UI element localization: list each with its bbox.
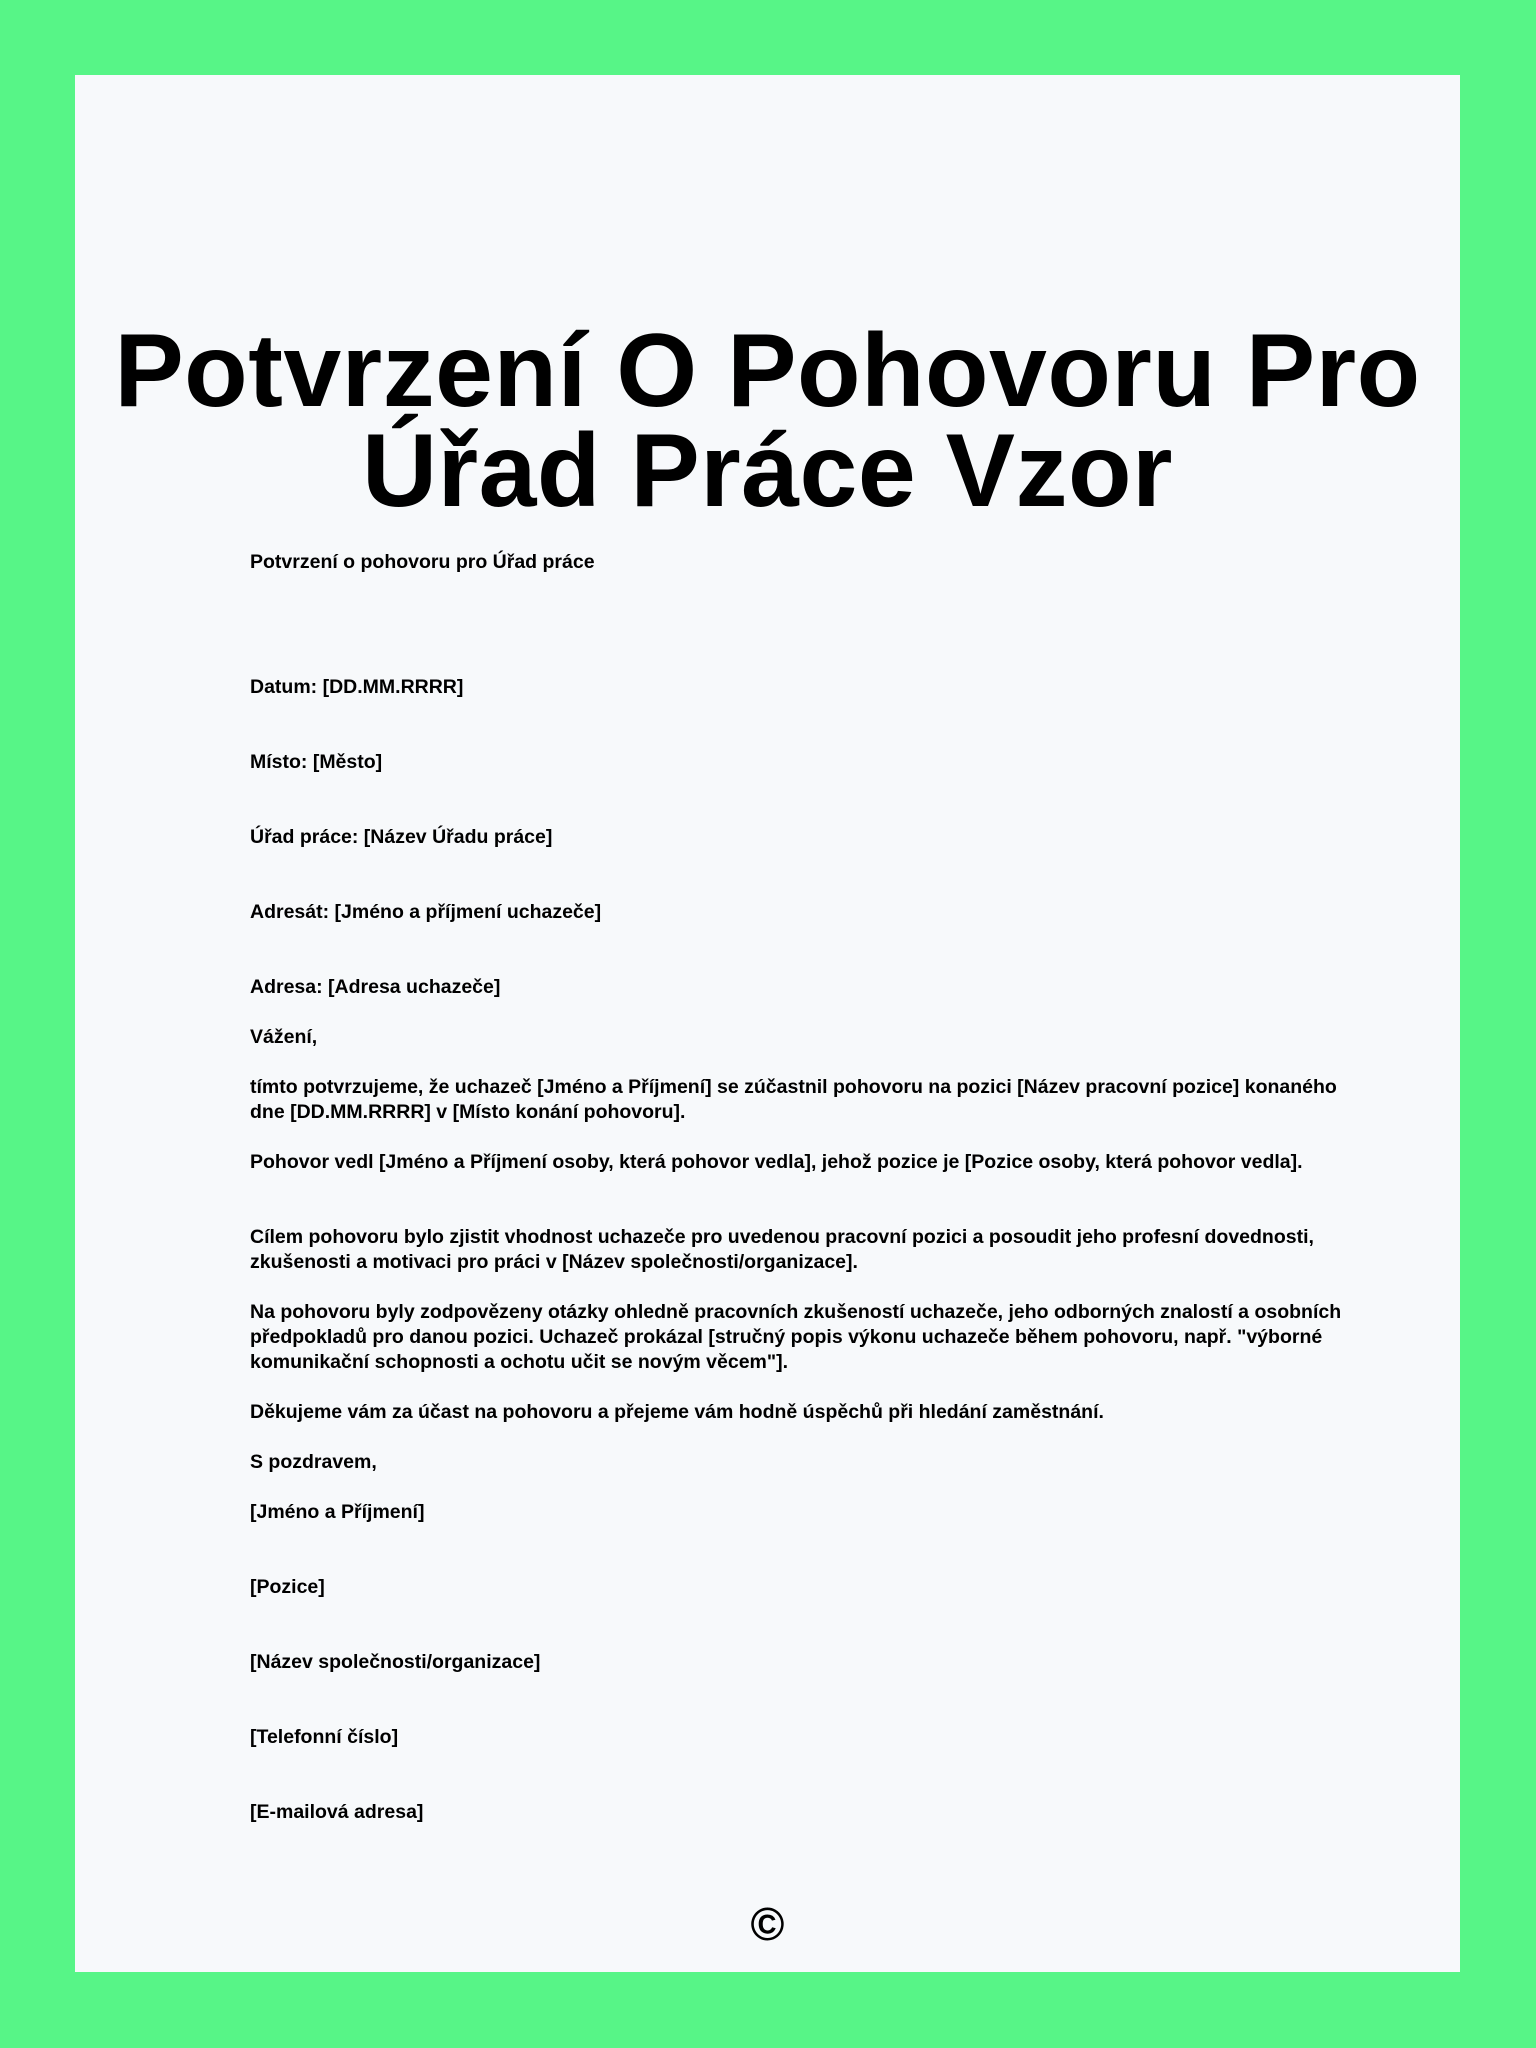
date-line: Datum: [DD.MM.RRRR] (250, 676, 464, 698)
salutation: Vážení, (250, 1026, 318, 1048)
document-title: Potvrzení O Pohovoru Pro Úřad Práce Vzor (114, 313, 1421, 529)
letter-heading: Potvrzení o pohovoru pro Úřad práce (250, 551, 595, 573)
paragraph-interviewer: Pohovor vedl [Jméno a Příjmení osoby, která pohovor vedla], jehož pozice je [Pozice osoby, která pohovor vedla]. (250, 1151, 1303, 1173)
signature-company: [Název společnosti/organizace] (250, 1651, 541, 1673)
document-page (75, 75, 1460, 1972)
place-line: Místo: [Město] (250, 751, 383, 773)
closing: S pozdravem, (250, 1451, 377, 1473)
signature-email: [E-mailová adresa] (250, 1801, 424, 1823)
address-line: Adresa: [Adresa uchazeče] (250, 976, 501, 998)
signature-position: [Pozice] (250, 1576, 325, 1598)
signature-phone: [Telefonní číslo] (250, 1726, 399, 1748)
paragraph-purpose: Cílem pohovoru bylo zjistit vhodnost uchazeče pro uvedenou pracovní pozici a posoudit jeho profesní dovednosti, zkušenosti a motivaci pro práci v [Název společnosti/organizace]. (250, 1226, 1314, 1273)
office-line: Úřad práce: [Název Úřadu práce] (250, 826, 553, 848)
paragraph-confirmation: tímto potvrzujeme, že uchazeč [Jméno a Příjmení] se zúčastnil pohovoru na pozici [Název pracovní pozice] konaného dne [DD.MM.RRRR] v [Místo konání pohovoru]. (250, 1076, 1337, 1123)
signature-name: [Jméno a Příjmení] (250, 1501, 425, 1523)
copyright-icon: © (750, 1898, 785, 1950)
addressee-line: Adresát: [Jméno a příjmení uchazeče] (250, 901, 602, 923)
paragraph-thanks: Děkujeme vám za účast na pohovoru a přejeme vám hodně úspěchů při hledání zaměstnání. (250, 1401, 1104, 1423)
paragraph-performance: Na pohovoru byly zodpovězeny otázky ohledně pracovních zkušeností uchazeče, jeho odborných znalostí a osobních předpokladů pro danou pozici. Uchazeč prokázal [stručný popis výkonu uchazeče během pohovoru, např. "výborné komunikační schopnosti a ochotu učit se novým věcem"]. (250, 1301, 1342, 1373)
